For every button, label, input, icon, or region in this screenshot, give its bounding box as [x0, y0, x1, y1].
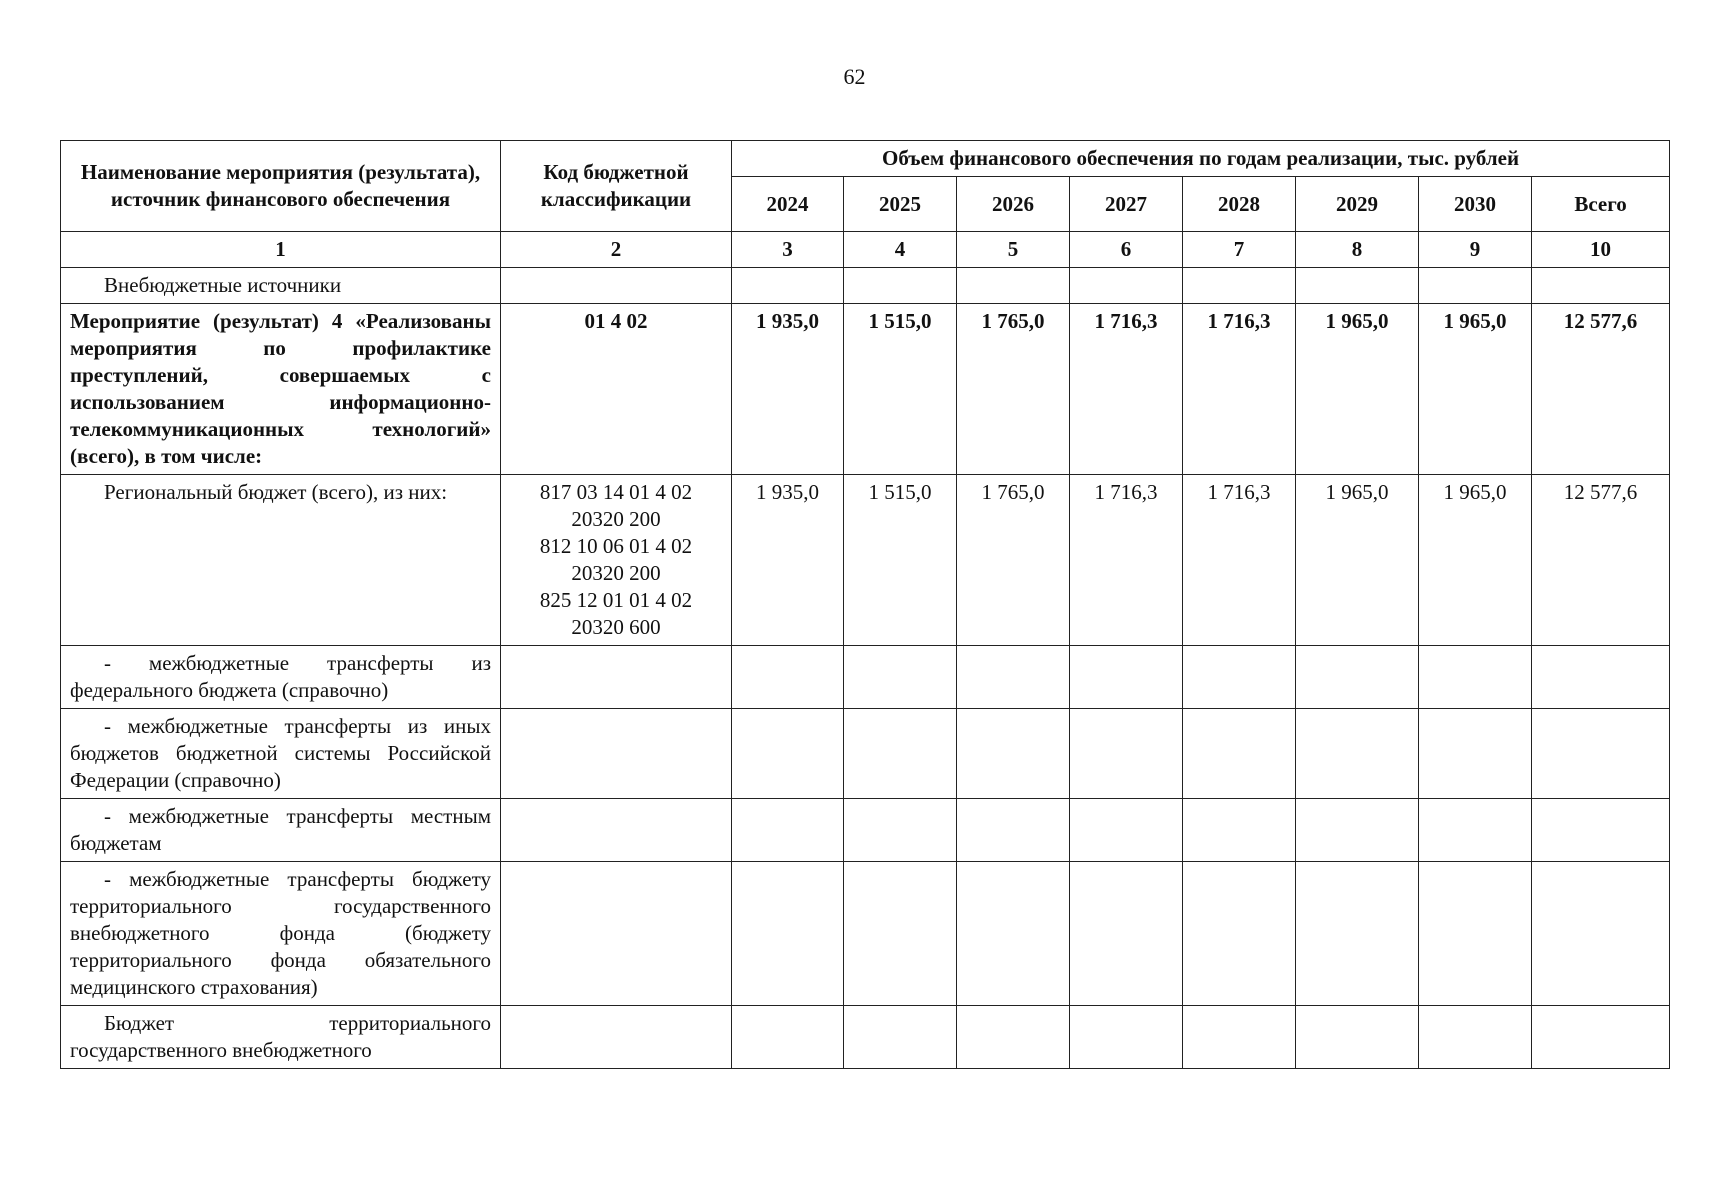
value-cell: 1 935,0: [732, 304, 844, 475]
code-line: 01 4 02: [584, 309, 648, 333]
column-index: 6: [1070, 232, 1183, 268]
value-cell: 1 765,0: [957, 475, 1070, 646]
value-cell: [1296, 1006, 1419, 1069]
row-code: [501, 862, 732, 1006]
code-line: 825 12 01 01 4 02: [539, 588, 693, 612]
value-cell: [1296, 709, 1419, 799]
table-row: [61, 709, 1670, 799]
value-cell: 1 965,0: [1296, 304, 1419, 475]
column-index: 10: [1532, 232, 1670, 268]
value-cell: [1183, 862, 1296, 1006]
value-cell: [844, 1006, 957, 1069]
value-cell: [1532, 1006, 1670, 1069]
value-cell: 1 765,0: [957, 304, 1070, 475]
value-cell: 1 716,3: [1183, 304, 1296, 475]
financing-table: [60, 140, 1670, 1069]
value-cell: 1 716,3: [1070, 475, 1183, 646]
code-line: 20320 600: [571, 615, 661, 639]
value-cell: 12 577,6: [1532, 475, 1670, 646]
code-line: 812 10 06 01 4 02: [539, 534, 693, 558]
column-index: 8: [1296, 232, 1419, 268]
value-cell: [1419, 1006, 1532, 1069]
value-cell: [844, 646, 957, 709]
table-row: [61, 646, 1670, 709]
value-cell: [1296, 799, 1419, 862]
value-cell: [1070, 862, 1183, 1006]
value-cell: [1419, 268, 1532, 304]
row-code: [501, 646, 732, 709]
code-line: 817 03 14 01 4 02: [539, 480, 693, 504]
column-index: 7: [1183, 232, 1296, 268]
column-index-row: [61, 232, 1670, 268]
value-cell: 1 965,0: [1296, 475, 1419, 646]
value-cell: [844, 862, 957, 1006]
value-cell: [957, 268, 1070, 304]
value-cell: [1419, 799, 1532, 862]
column-index: 9: [1419, 232, 1532, 268]
value-cell: [1296, 646, 1419, 709]
row-name: Мероприятие (результат) 4 «Реализованы мероприятия по профилактике преступлений, совершаемых с использованием информационно-телекоммуникационных технологий» (всего), в том числе:: [61, 304, 501, 475]
row-code: [501, 304, 732, 475]
row-code: [501, 709, 732, 799]
value-cell: 1 965,0: [1419, 304, 1532, 475]
header-year-2028: 2028: [1183, 177, 1296, 232]
value-cell: [1183, 709, 1296, 799]
row-name: - межбюджетные трансферты из иных бюджетов бюджетной системы Российской Федерации (справочно): [61, 709, 501, 799]
row-code: [501, 475, 732, 646]
value-cell: 1 716,3: [1183, 475, 1296, 646]
value-cell: [844, 709, 957, 799]
header-year-2026: 2026: [957, 177, 1070, 232]
value-cell: [732, 1006, 844, 1069]
table-row: [61, 304, 1670, 475]
value-cell: [1070, 268, 1183, 304]
value-cell: [1070, 709, 1183, 799]
value-cell: [1532, 709, 1670, 799]
value-cell: 1 515,0: [844, 304, 957, 475]
row-name: - межбюджетные трансферты из федерального бюджета (справочно): [61, 646, 501, 709]
value-cell: [957, 709, 1070, 799]
value-cell: [1070, 1006, 1183, 1069]
row-name: - межбюджетные трансферты бюджету территориального государственного внебюджетного фонда (бюджету территориального фонда обязательного медицинского страхования): [61, 862, 501, 1006]
column-index: 2: [501, 232, 732, 268]
value-cell: [1419, 646, 1532, 709]
column-index: 5: [957, 232, 1070, 268]
value-cell: [1532, 799, 1670, 862]
column-index: 3: [732, 232, 844, 268]
table-row: [61, 1006, 1670, 1069]
value-cell: [732, 646, 844, 709]
value-cell: [844, 799, 957, 862]
value-cell: [1296, 862, 1419, 1006]
value-cell: 1 965,0: [1419, 475, 1532, 646]
code-line: 20320 200: [571, 507, 661, 531]
value-cell: [732, 268, 844, 304]
value-cell: 1 935,0: [732, 475, 844, 646]
value-cell: [957, 1006, 1070, 1069]
header-year-2029: 2029: [1296, 177, 1419, 232]
row-code: [501, 268, 732, 304]
value-cell: 1 515,0: [844, 475, 957, 646]
header-total: Всего: [1532, 177, 1670, 232]
row-name: Внебюджетные источники: [61, 268, 501, 304]
table-row: [61, 799, 1670, 862]
header-volume-group: Объем финансового обеспечения по годам реализации, тыс. рублей: [732, 141, 1670, 177]
value-cell: [1183, 646, 1296, 709]
value-cell: [957, 862, 1070, 1006]
value-cell: [1183, 268, 1296, 304]
value-cell: [1183, 1006, 1296, 1069]
table-row: [61, 862, 1670, 1006]
value-cell: [1070, 646, 1183, 709]
header-year-2024: 2024: [732, 177, 844, 232]
row-name: Региональный бюджет (всего), из них:: [61, 475, 501, 646]
value-cell: [732, 709, 844, 799]
value-cell: 12 577,6: [1532, 304, 1670, 475]
value-cell: [844, 268, 957, 304]
value-cell: [1532, 862, 1670, 1006]
row-code: [501, 1006, 732, 1069]
value-cell: [732, 862, 844, 1006]
row-code: [501, 799, 732, 862]
table-row: [61, 475, 1670, 646]
header-year-2025: 2025: [844, 177, 957, 232]
value-cell: [957, 799, 1070, 862]
value-cell: [1532, 646, 1670, 709]
row-name: - межбюджетные трансферты местным бюджетам: [61, 799, 501, 862]
value-cell: [1296, 268, 1419, 304]
header-year-2027: 2027: [1070, 177, 1183, 232]
value-cell: [732, 799, 844, 862]
column-index: 4: [844, 232, 957, 268]
page-number: 62: [843, 64, 866, 89]
value-cell: 1 716,3: [1070, 304, 1183, 475]
value-cell: [1419, 709, 1532, 799]
header-code-column: Код бюджетной классификации: [501, 141, 732, 232]
header-name-column: Наименование мероприятия (результата), источник финансового обеспечения: [61, 141, 501, 232]
value-cell: [1532, 268, 1670, 304]
code-line: 20320 200: [571, 561, 661, 585]
value-cell: [1070, 799, 1183, 862]
column-index: 1: [61, 232, 501, 268]
row-name: Бюджет территориального государственного внебюджетного: [61, 1006, 501, 1069]
header-year-2030: 2030: [1419, 177, 1532, 232]
value-cell: [957, 646, 1070, 709]
value-cell: [1183, 799, 1296, 862]
value-cell: [1419, 862, 1532, 1006]
table-row: [61, 268, 1670, 304]
